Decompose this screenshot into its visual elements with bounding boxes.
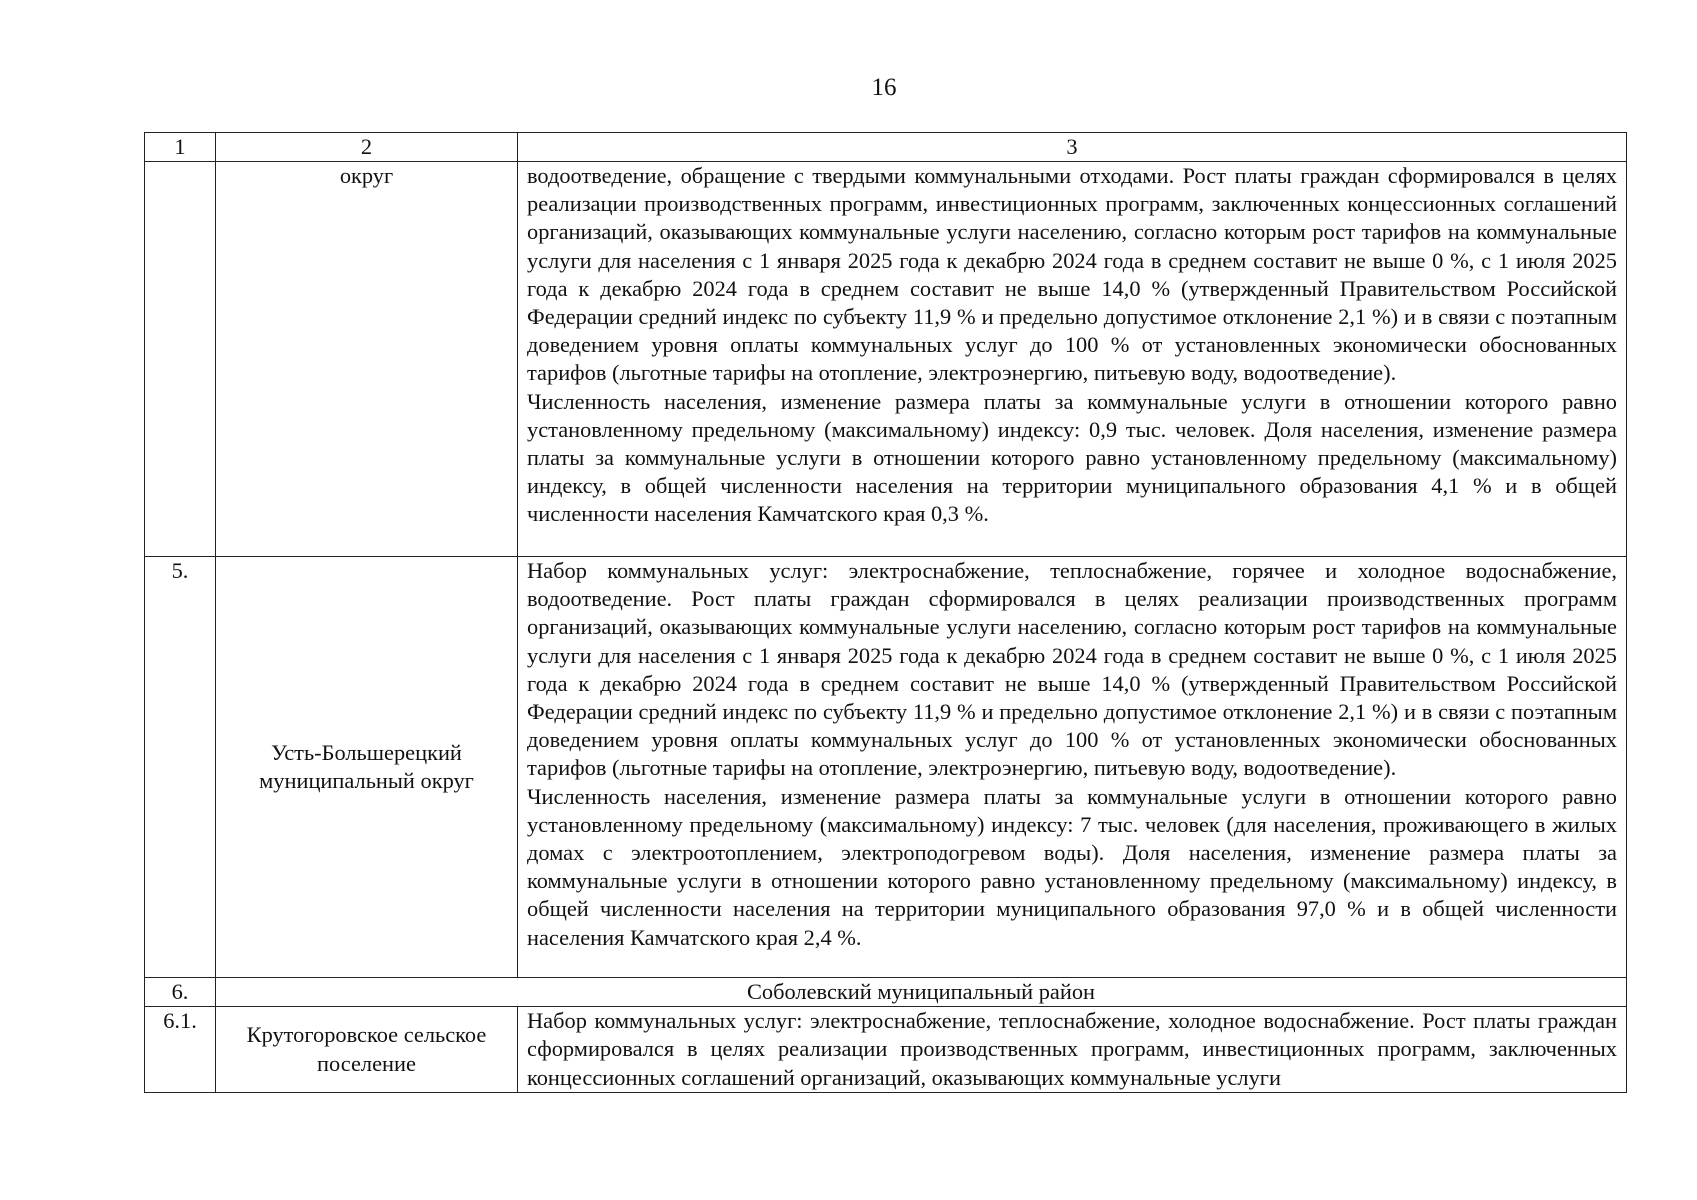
row-number — [145, 162, 216, 557]
municipality-name: округ — [216, 162, 518, 557]
row-number: 6. — [145, 978, 216, 1007]
table-row — [145, 162, 1627, 557]
tariff-table — [144, 132, 1627, 1093]
column-header-3: 3 — [518, 133, 1627, 162]
row-number: 5. — [145, 557, 216, 978]
municipality-name: Усть-Большерецкий муниципальный округ — [216, 557, 518, 978]
description-paragraph: Набор коммунальных услуг: электроснабжение, теплоснабжение, горячее и холодное водоснабжение, водоотведение. Рост платы граждан сформировался в целях реализации производственных программ организаций, оказывающих коммунальные услуги населению, согласно которым рост тарифов на коммунальные услуги для населения с 1 января 2025 года к декабрю 2024 года в среднем составит не выше 0 %, с 1 июля 2025 года к декабрю 2024 года в среднем составит не выше 14,0 % (утвержденный Правительством Российской Федерации средний индекс по субъекту 11,9 % и предельно допустимое отклонение 2,1 %) и в связи с поэтапным доведением уровня оплаты коммунальных услуг до 100 % от установленных экономически обоснованных тарифов (льготные тарифы на отопление, электроэнергию, питьевую воду, водоотведение). — [527, 558, 1617, 781]
description-paragraph: Численность населения, изменение размера платы за коммунальные услуги в отношении которого равно установленному предельному (максимальному) индексу: 7 тыс. человек (для населения, проживающего в жилых домах с электроотоплением, электроподогревом воды). Доля населения, изменение размера платы за коммунальные услуги в отношении которого равно установленному предельному (максимальному) индексу, в общей численности населения на территории муниципального образования 97,0 % и в общей численности населения Камчатского края 2,4 %. — [527, 783, 1617, 950]
column-header-1: 1 — [145, 133, 216, 162]
description-cell — [518, 1007, 1627, 1093]
column-header-2: 2 — [216, 133, 518, 162]
page-number: 16 — [871, 74, 897, 101]
description-cell — [518, 557, 1627, 978]
municipality-name: Крутогоровское сельское поселение — [216, 1007, 518, 1093]
table-row — [145, 557, 1627, 978]
description-paragraph: Численность населения, изменение размера платы за коммунальные услуги в отношении которого равно установленному предельному (максимальному) индексу: 0,9 тыс. человек. Доля населения, изменение размера платы за коммунальные услуги в отношении которого равно установленному предельному (максимальному) индексу, в общей численности населения на территории муниципального образования 4,1 % и в общей численности населения Камчатского края 0,3 %. — [527, 388, 1617, 527]
description-paragraph: водоотведение, обращение с твердыми коммунальными отходами. Рост платы граждан сформировался в целях реализации производственных программ, инвестиционных программ, заключенных концессионных соглашений организаций, оказывающих коммунальные услуги населению, согласно которым рост тарифов на коммунальные услуги для населения с 1 января 2025 года к декабрю 2024 года в среднем составит не выше 0 %, с 1 июля 2025 года к декабрю 2024 года в среднем составит не выше 14,0 % (утвержденный Правительством Российской Федерации средний индекс по субъекту 11,9 % и предельно допустимое отклонение 2,1 %) и в связи с поэтапным доведением уровня оплаты коммунальных услуг до 100 % от установленных экономически обоснованных тарифов (льготные тарифы на отопление, электроэнергию, питьевую воду, водоотведение). — [527, 163, 1617, 386]
table-row — [145, 978, 1627, 1007]
row-number: 6.1. — [145, 1007, 216, 1093]
description-cell — [518, 162, 1627, 557]
description-paragraph: Набор коммунальных услуг: электроснабжение, теплоснабжение, холодное водоснабжение. Рост платы граждан сформировался в целях реализации производственных программ, инвестиционных программ, заключенных концессионных соглашений организаций, оказывающих коммунальные услуги — [527, 1008, 1617, 1090]
table-row — [145, 1007, 1627, 1093]
section-title: Соболевский муниципальный район — [216, 978, 1627, 1007]
table-header-row — [145, 133, 1627, 162]
